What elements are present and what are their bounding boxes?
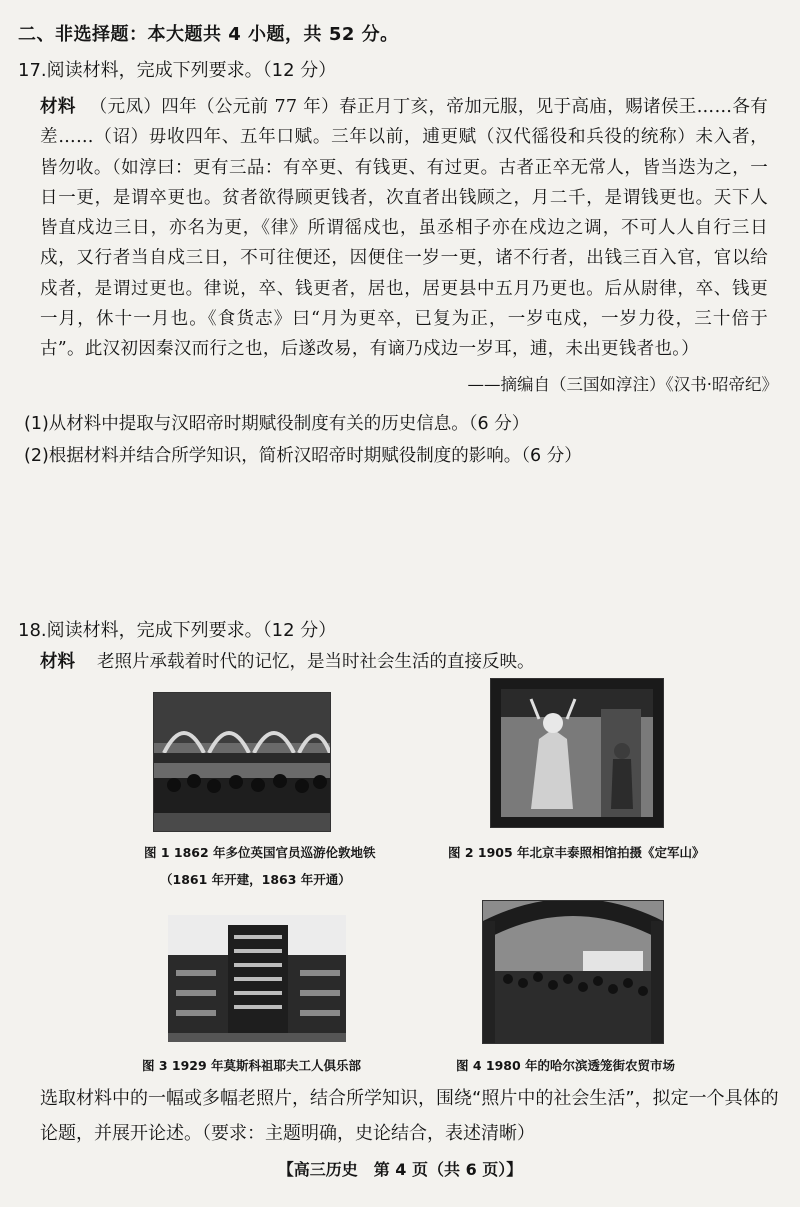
section-title: 二、非选择题：本大题共 4 小题，共 52 分。 [18, 24, 399, 45]
photo-london-underground [153, 692, 331, 832]
photo-harbin-market [482, 900, 664, 1044]
figure-1-caption: 图 1 1862 年多位英国官员巡游伦敦地铁 [144, 845, 376, 860]
material-text: （元凤）四年（公元前 77 年）春正月丁亥，帝加元服，见于高庙，赐诸侯王……各有差……（诏）毋收四年、五年口赋。三年以前，逋更赋（汉代徭役和兵役的统称）未入者，皆勿收。（如淳曰：更有三品：有卒更、有钱更、有过更。古者正卒无常人，皆当迭为之，一日一更，是谓卒更也。贫者欲得顾更钱者，次直者出钱顾之，月二千，是谓钱更也。天下人皆直戍边三日，亦名为更，《律》所谓徭戍也，虽丞相子亦在戍边之调，不可人人自行三日戍，又行者当自戍三日，不可往便还，因便住一岁一更，诸不行者，出钱三百入官，官以给戍者，是谓过更也。律说，卒、钱更者，居也，居更县中五月乃更也。后从尉律，卒、钱更一月，休十一月也。《食货志》曰“月为更卒，已复为正，一岁屯戍，一岁力役，三十倍于古”。此汉初因秦汉而行之也，后遂改易，有谪乃戍边一岁耳，逋，未出更钱者也。） [40, 97, 768, 360]
figure-1-note: （1861 年开建，1863 年开通） [160, 872, 351, 887]
question-17-heading: 17.阅读材料，完成下列要求。（12 分） [18, 60, 337, 81]
material-source: ——摘编自（三国如淳注）《汉书·昭帝纪》 [467, 375, 778, 394]
figure-2-caption: 图 2 1905 年北京丰泰照相馆拍摄《定军山》 [448, 845, 705, 860]
photo-dingjunshan-film [490, 678, 664, 828]
material-label: 材料 [40, 652, 75, 672]
material-text: 老照片承载着时代的记忆，是当时社会生活的直接反映。 [97, 652, 535, 672]
figure-3-caption: 图 3 1929 年莫斯科祖耶夫工人俱乐部 [142, 1058, 362, 1073]
question-17-sub-1: (1)从材料中提取与汉昭帝时期赋役制度有关的历史信息。（6 分） [24, 414, 530, 434]
question-18-material [40, 648, 535, 673]
material-label: 材料 [40, 97, 76, 117]
question-18-heading: 18.阅读材料，完成下列要求。（12 分） [18, 620, 337, 641]
photo-zuev-workers-club [168, 915, 346, 1042]
figure-4-caption: 图 4 1980 年的哈尔滨透笼街农贸市场 [456, 1058, 676, 1073]
question-17-sub-2: (2)根据材料并结合所学知识，简析汉昭帝时期赋役制度的影响。（6 分） [24, 446, 582, 466]
page-footer: 【高三历史 第 4 页（共 6 页）】 [277, 1160, 523, 1179]
question-18-task: 选取材料中的一幅或多幅老照片，结合所学知识，围绕“照片中的社会生活”，拟定一个具体的论题，并展开论述。（要求：主题明确，史论结合，表述清晰） [40, 1088, 779, 1144]
question-17-material [40, 92, 768, 365]
